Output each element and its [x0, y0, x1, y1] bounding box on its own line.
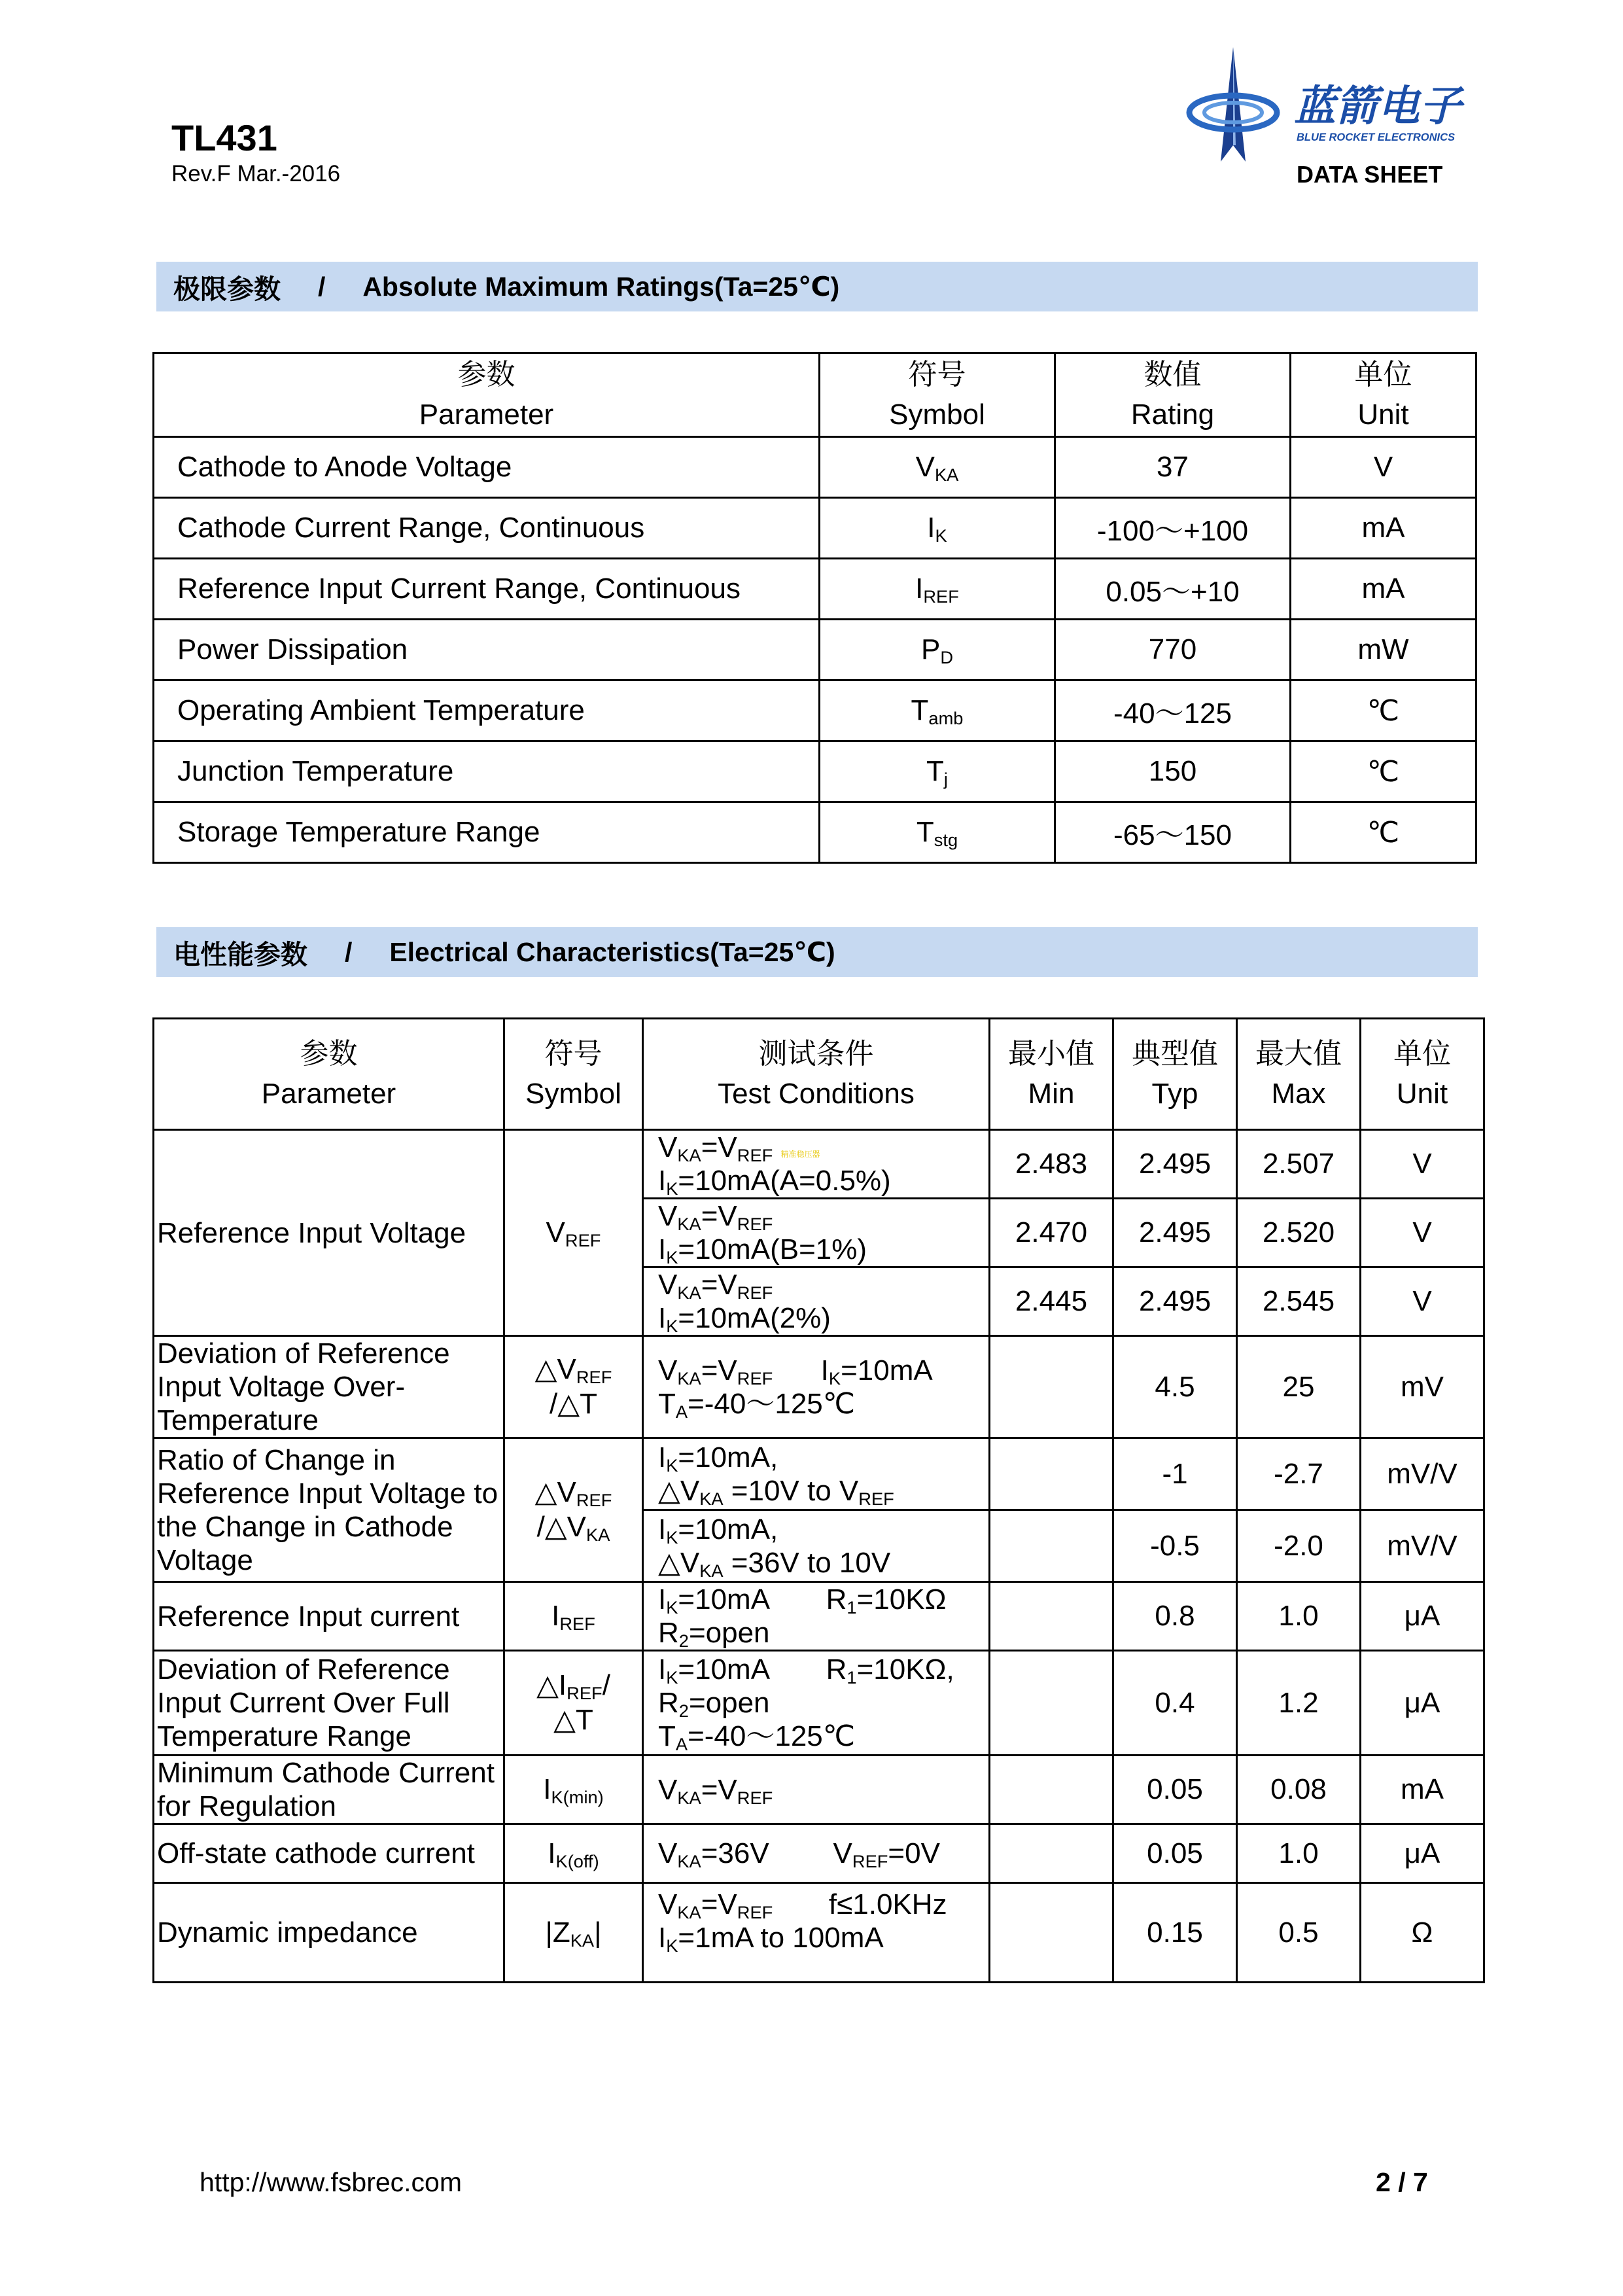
param-cell: Reference Input Voltage — [154, 1130, 504, 1336]
symbol-cell: $P_D$ — [820, 620, 1055, 680]
table-row — [154, 1824, 1484, 1883]
condition-cell: $I_K=10mA$, $\triangle V_{KA} =10V$ to $V_{REF}$ — [643, 1438, 990, 1510]
header-symbol: 符号 Symbol — [504, 1019, 643, 1130]
unit-cell: mV/V — [1361, 1438, 1484, 1510]
symbol-cell: $V_{REF}$ — [504, 1130, 643, 1336]
unit-cell: mV — [1361, 1336, 1484, 1438]
unit-cell: μA — [1361, 1582, 1484, 1651]
param-cell: Dynamic impedance — [154, 1883, 504, 1983]
unit-cell: V — [1361, 1199, 1484, 1267]
unit-cell: V — [1361, 1267, 1484, 1336]
rocket-icon — [1189, 47, 1277, 162]
max-cell: 1.2 — [1237, 1651, 1361, 1756]
page-number: 2 / 7 — [1376, 2167, 1428, 2197]
rating-cell: -65～150 — [1055, 802, 1291, 863]
param-cell: Deviation of Reference Input Current Over Full Temperature Range — [154, 1651, 504, 1756]
header-rating: 数值 Rating — [1055, 353, 1291, 437]
condition-cell: $V_{KA}=V_{REF}$ — [643, 1756, 990, 1824]
table-row — [154, 559, 1476, 620]
param-cell: Ratio of Change in Reference Input Voltage to the Change in Cathode Voltage — [154, 1438, 504, 1582]
min-cell — [990, 1824, 1113, 1883]
min-cell — [990, 1336, 1113, 1438]
typ-cell: 2.495 — [1113, 1199, 1237, 1267]
symbol-cell: $T_j$ — [820, 741, 1055, 802]
typ-cell: 0.05 — [1113, 1824, 1237, 1883]
section-title-cn: 电性能参数 — [173, 939, 307, 970]
max-cell: 2.520 — [1237, 1199, 1361, 1267]
condition-cell: $I_K=10mA$ $R_1=10K\Omega$, $R_2=open$ $T_A=-40\sim 125℃$ — [643, 1651, 990, 1756]
header-parameter: 参数 Parameter — [154, 353, 820, 437]
condition-cell: $I_K=10mA$, $\triangle V_{KA} =36V$ to 10V — [643, 1510, 990, 1582]
param-cell: Reference Input current — [154, 1582, 504, 1651]
table-row — [154, 498, 1476, 559]
param-cell: Minimum Cathode Current for Regulation — [154, 1756, 504, 1824]
symbol-cell: $I_{K(off)}$ — [504, 1824, 643, 1883]
typ-cell: -0.5 — [1113, 1510, 1237, 1582]
svg-text:蓝箭电子: 蓝箭电子 — [1294, 82, 1461, 131]
symbol-cell: $I_{REF}$ — [504, 1582, 643, 1651]
header-typ: 典型值 Typ — [1113, 1019, 1237, 1130]
section-title-cn: 极限参数 — [173, 274, 281, 304]
table-row — [154, 802, 1476, 863]
param-cell: Cathode Current Range, Continuous — [154, 498, 820, 559]
section-title-en: Absolute Maximum Ratings(Ta=25℃) — [362, 272, 840, 302]
typ-cell: 0.15 — [1113, 1883, 1237, 1983]
max-cell: -2.7 — [1237, 1438, 1361, 1510]
table-header-row — [154, 353, 1476, 437]
table-header-row — [154, 1019, 1484, 1130]
footer-url[interactable]: http://www.fsbrec.com — [200, 2167, 462, 2197]
min-cell — [990, 1883, 1113, 1983]
unit-cell: mV/V — [1361, 1510, 1484, 1582]
min-cell: 2.483 — [990, 1130, 1113, 1199]
min-cell — [990, 1438, 1113, 1510]
table-row — [154, 620, 1476, 680]
symbol-cell: $T_{stg}$ — [820, 802, 1055, 863]
min-cell: 2.470 — [990, 1199, 1113, 1267]
max-cell: 0.5 — [1237, 1883, 1361, 1983]
unit-cell: V — [1291, 437, 1476, 498]
typ-cell: 2.495 — [1113, 1267, 1237, 1336]
revision-label: Rev.F Mar.-2016 — [171, 161, 341, 186]
min-cell — [990, 1756, 1113, 1824]
max-cell: 2.545 — [1237, 1267, 1361, 1336]
param-cell: Power Dissipation — [154, 620, 820, 680]
symbol-cell: $I_{K(min)}$ — [504, 1756, 643, 1824]
document-title: TL431 — [171, 117, 277, 158]
condition-cell: $V_{KA}=V_{REF}$ 精准稳压器 $I_K=10mA(A=0.5\%)$ — [643, 1130, 990, 1199]
min-cell — [990, 1510, 1113, 1582]
param-cell: Junction Temperature — [154, 741, 820, 802]
param-cell: Cathode to Anode Voltage — [154, 437, 820, 498]
rating-cell: 150 — [1055, 741, 1291, 802]
typ-cell: 2.495 — [1113, 1130, 1237, 1199]
table-row — [154, 680, 1476, 741]
unit-cell: μA — [1361, 1651, 1484, 1756]
rating-cell: 0.05～+10 — [1055, 559, 1291, 620]
symbol-cell: $I_K$ — [820, 498, 1055, 559]
max-cell: 2.507 — [1237, 1130, 1361, 1199]
table-row — [154, 1651, 1484, 1756]
unit-cell: mA — [1291, 498, 1476, 559]
table-row — [154, 1438, 1484, 1510]
elec-section-header: 电性能参数 / Electrical Characteristics(Ta=25℃) — [156, 927, 1478, 977]
param-cell: Off-state cathode current — [154, 1824, 504, 1883]
rating-cell: 770 — [1055, 620, 1291, 680]
max-cell: 25 — [1237, 1336, 1361, 1438]
typ-cell: -1 — [1113, 1438, 1237, 1510]
unit-cell: Ω — [1361, 1883, 1484, 1983]
unit-cell: ℃ — [1291, 802, 1476, 863]
header-parameter: 参数 Parameter — [154, 1019, 504, 1130]
param-cell: Reference Input Current Range, Continuous — [154, 559, 820, 620]
typ-cell: 0.8 — [1113, 1582, 1237, 1651]
section-title-en: Electrical Characteristics(Ta=25℃) — [389, 937, 835, 967]
max-cell: 1.0 — [1237, 1824, 1361, 1883]
header-max: 最大值 Max — [1237, 1019, 1361, 1130]
table-row — [154, 1883, 1484, 1983]
elec-char-table — [152, 1017, 1485, 1983]
condition-cell: $V_{KA}=36V$ $V_{REF}=0V$ — [643, 1824, 990, 1883]
unit-cell: ℃ — [1291, 680, 1476, 741]
abs-max-section-header: 极限参数 / Absolute Maximum Ratings(Ta=25℃) — [156, 262, 1478, 311]
symbol-cell: $\triangle V_{REF}$ /△T — [504, 1336, 643, 1438]
header-unit: 单位 Unit — [1291, 353, 1476, 437]
param-cell: Operating Ambient Temperature — [154, 680, 820, 741]
max-cell: 0.08 — [1237, 1756, 1361, 1824]
condition-cell: $V_{KA}=V_{REF}$ $I_K=10mA(B=1\%)$ — [643, 1199, 990, 1267]
unit-cell: V — [1361, 1130, 1484, 1199]
table-row — [154, 437, 1476, 498]
symbol-cell: $I_{REF}$ — [820, 559, 1055, 620]
param-cell: Deviation of Reference Input Voltage Over-Temperature — [154, 1336, 504, 1438]
blue-rocket-logo — [1184, 47, 1485, 171]
header-unit: 单位 Unit — [1361, 1019, 1484, 1130]
typ-cell: 4.5 — [1113, 1336, 1237, 1438]
unit-cell: mA — [1291, 559, 1476, 620]
header-symbol: 符号 Symbol — [820, 353, 1055, 437]
symbol-cell: $T_{amb}$ — [820, 680, 1055, 741]
header-conditions: 测试条件 Test Conditions — [643, 1019, 990, 1130]
svg-text:BLUE ROCKET ELECTRONICS: BLUE ROCKET ELECTRONICS — [1297, 132, 1456, 143]
table-row — [154, 1756, 1484, 1824]
condition-cell: $V_{KA}=V_{REF}$ $I_K=10mA$ $T_A=-40\sim 125℃$ — [643, 1336, 990, 1438]
condition-cell: $V_{KA}=V_{REF}$ $I_K=10mA(2\%)$ — [643, 1267, 990, 1336]
symbol-cell: $|Z_{KA}|$ — [504, 1883, 643, 1983]
unit-cell: ℃ — [1291, 741, 1476, 802]
symbol-cell: $V_{KA}$ — [820, 437, 1055, 498]
unit-cell: mA — [1361, 1756, 1484, 1824]
table-row — [154, 741, 1476, 802]
unit-cell: mW — [1291, 620, 1476, 680]
symbol-cell: $\triangle V_{REF}$ $/\triangle V_{KA}$ — [504, 1438, 643, 1582]
rating-cell: -100～+100 — [1055, 498, 1291, 559]
typ-cell: 0.05 — [1113, 1756, 1237, 1824]
rating-cell: -40～125 — [1055, 680, 1291, 741]
header-min: 最小值 Min — [990, 1019, 1113, 1130]
typ-cell: 0.4 — [1113, 1651, 1237, 1756]
min-cell — [990, 1582, 1113, 1651]
abs-max-table — [152, 352, 1477, 864]
table-row — [154, 1582, 1484, 1651]
condition-cell: $V_{KA}=V_{REF}$ f≤1.0KHz $I_K=1mA$ to 100mA — [643, 1883, 990, 1983]
max-cell: 1.0 — [1237, 1582, 1361, 1651]
rating-cell: 37 — [1055, 437, 1291, 498]
condition-cell: $I_K=10mA$ $R_1=10K\Omega$ $R_2=open$ — [643, 1582, 990, 1651]
min-cell: 2.445 — [990, 1267, 1113, 1336]
datasheet-label: DATA SHEET — [1297, 161, 1443, 188]
table-row — [154, 1130, 1484, 1199]
param-cell: Storage Temperature Range — [154, 802, 820, 863]
min-cell — [990, 1651, 1113, 1756]
symbol-cell: $\triangle I_{REF}/$ △T — [504, 1651, 643, 1756]
max-cell: -2.0 — [1237, 1510, 1361, 1582]
unit-cell: μA — [1361, 1824, 1484, 1883]
table-row — [154, 1336, 1484, 1438]
